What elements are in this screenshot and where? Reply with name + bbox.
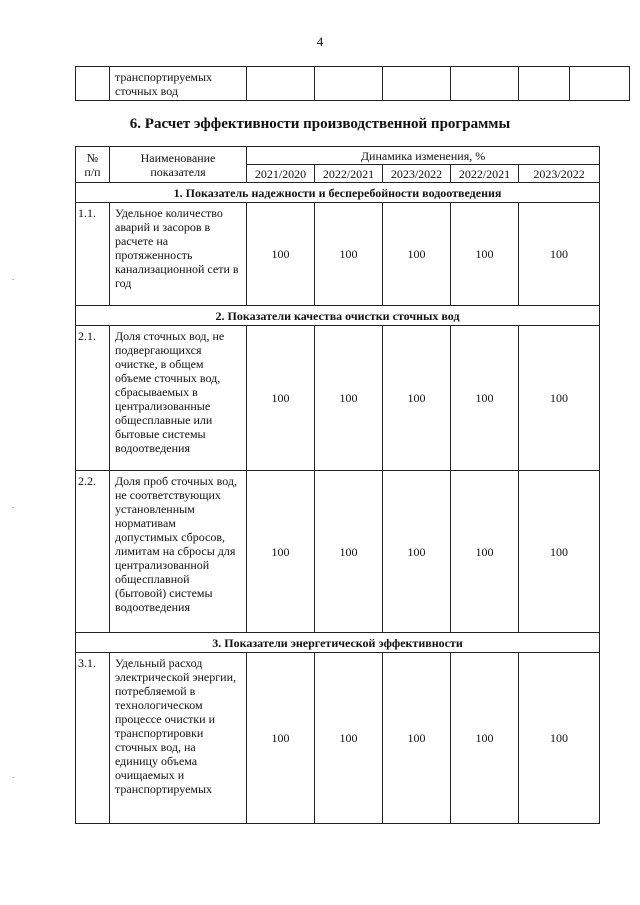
empty-cell bbox=[76, 67, 110, 101]
efficiency-table bbox=[75, 146, 600, 824]
row-number: 2.2. bbox=[76, 471, 110, 633]
scan-mark: . bbox=[12, 272, 15, 282]
value-cell: 100 bbox=[315, 203, 383, 306]
value-cell: 100 bbox=[383, 471, 451, 633]
value-cell: 100 bbox=[519, 471, 600, 633]
indicator-name-cell: Доля сточных вод, не подвергающихся очистке, в общем объеме сточных вод, сбрасываемых в централизованные общесплавные или бытовые системы водоотведения bbox=[110, 326, 247, 471]
name-line: транспортируемых bbox=[115, 70, 213, 84]
value-cell: 100 bbox=[451, 203, 519, 306]
scan-mark: . bbox=[12, 500, 15, 510]
value-cell: 100 bbox=[519, 203, 600, 306]
empty-cell bbox=[383, 67, 451, 101]
empty-cell bbox=[315, 67, 383, 101]
value-cell: 100 bbox=[451, 471, 519, 633]
value-cell: 100 bbox=[451, 326, 519, 471]
value-cell: 100 bbox=[383, 653, 451, 824]
row-number: 2.1. bbox=[76, 326, 110, 471]
header-indicator-name: Наименование показателя bbox=[110, 147, 247, 183]
name-line: сточных вод bbox=[115, 84, 178, 98]
value-cell: 100 bbox=[247, 653, 315, 824]
value-cell: 100 bbox=[315, 326, 383, 471]
section-title: 2. Показатели качества очистки сточных вод bbox=[76, 306, 600, 326]
indicator-name-cell: Удельный расход электрической энергии, потребляемой в технологическом процессе очистки и транспортировки сточных вод, на единицу объема очищаемых и транспортируемых bbox=[110, 653, 247, 824]
value-cell: 100 bbox=[315, 653, 383, 824]
indicator-name-cell: Доля проб сточных вод, не соответствующих установленным нормативам допустимых сбросов, лимитам на сбросы для централизованной общесплавной (бытовой) системы водоотведения bbox=[110, 471, 247, 633]
value-cell: 100 bbox=[247, 203, 315, 306]
value-cell: 100 bbox=[247, 471, 315, 633]
header-number: № п/п bbox=[76, 147, 110, 183]
value-cell: 100 bbox=[315, 471, 383, 633]
indicator-name-cell: Удельное количество аварий и засоров в расчете на протяженность канализационной сети в год bbox=[110, 203, 247, 306]
value-cell: 100 bbox=[519, 326, 600, 471]
value-cell: 100 bbox=[383, 326, 451, 471]
empty-cell bbox=[519, 67, 570, 101]
empty-cell bbox=[451, 67, 519, 101]
section-heading: 6. Расчет эффективности производственной программы bbox=[129, 116, 511, 132]
indicator-name-cell bbox=[110, 67, 247, 101]
section-title: 1. Показатель надежности и бесперебойности водоотведения bbox=[76, 183, 600, 203]
value-cell: 100 bbox=[519, 653, 600, 824]
value-cell: 100 bbox=[383, 203, 451, 306]
empty-cell bbox=[570, 67, 630, 101]
value-cell: 100 bbox=[451, 653, 519, 824]
row-number: 1.1. bbox=[76, 203, 110, 306]
header-year: 2023/2022 bbox=[383, 165, 451, 183]
header-year: 2021/2020 bbox=[247, 165, 315, 183]
value-cell: 100 bbox=[247, 326, 315, 471]
empty-cell bbox=[247, 67, 315, 101]
page-number: 4 bbox=[316, 34, 324, 49]
row-number: 3.1. bbox=[76, 653, 110, 824]
scan-mark: . bbox=[12, 770, 15, 780]
section-title: 3. Показатели энергетической эффективности bbox=[76, 633, 600, 653]
header-year: 2023/2022 bbox=[519, 165, 600, 183]
header-year: 2022/2021 bbox=[451, 165, 519, 183]
header-year: 2022/2021 bbox=[315, 165, 383, 183]
header-dynamics: Динамика изменения, % bbox=[247, 147, 600, 165]
continued-table bbox=[75, 66, 630, 101]
